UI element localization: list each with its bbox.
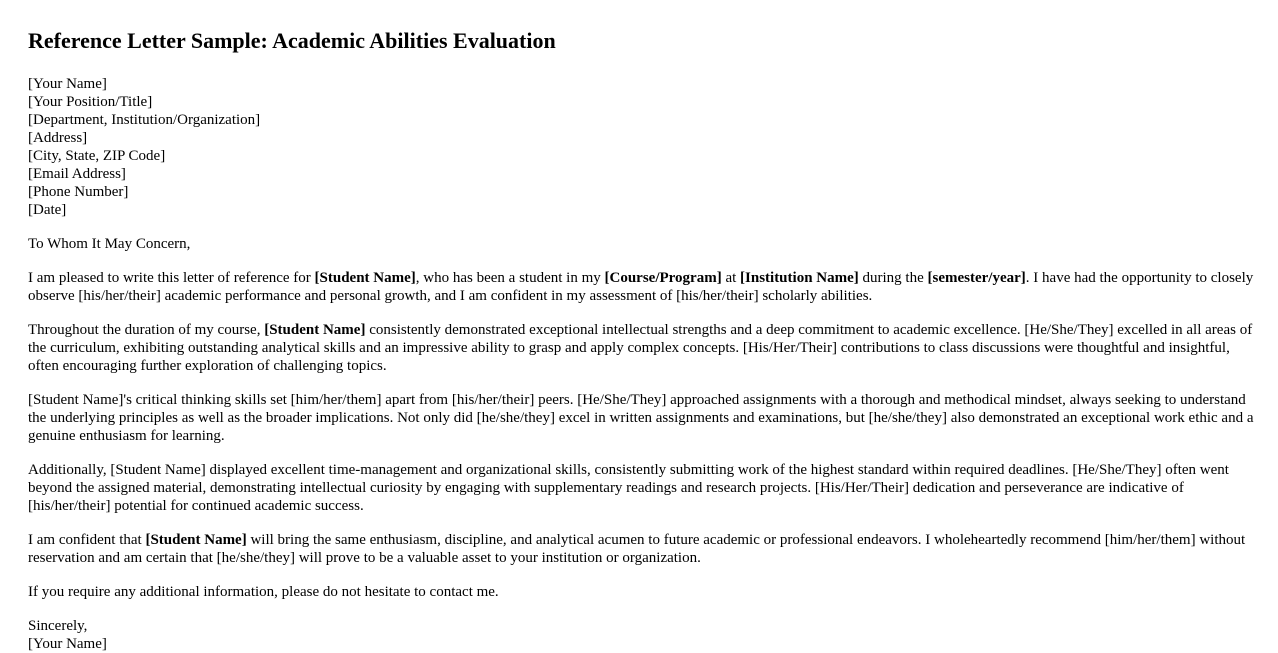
sender-city-state-zip: [City, State, ZIP Code] xyxy=(28,148,166,164)
placeholder-student-name: [Student Name] xyxy=(314,270,416,286)
sender-block xyxy=(28,75,1258,219)
text: at xyxy=(721,270,741,286)
placeholder-course: [Course/Program] xyxy=(604,270,722,286)
signature-name: [Your Name] xyxy=(28,636,107,652)
text: , who has been a student in my xyxy=(415,270,605,286)
text: . I have had the opportunity to closely observe [his/her/their] academic performance and personal growth, and I am confident in my assessment of [his/her/their] scholarly abilities. xyxy=(28,270,1254,304)
sender-department: [Department, Institution/Organization] xyxy=(28,112,261,128)
letter-date: [Date] xyxy=(28,202,67,218)
text: will bring the same enthusiasm, discipline, and analytical acumen to future academic or professional endeavors. I wholeheartedly recommend [him/her/them] without reservation and am certain that [he/she/they] will prove to be a valuable asset to your institution or organization. xyxy=(28,532,1246,566)
salutation: To Whom It May Concern, xyxy=(28,236,191,252)
text: Throughout the duration of my course, xyxy=(28,322,265,338)
sender-name: [Your Name] xyxy=(28,76,107,92)
sender-address: [Address] xyxy=(28,130,88,146)
placeholder-student-name: [Student Name] xyxy=(145,532,247,548)
closing: Sincerely, xyxy=(28,618,88,634)
sender-email: [Email Address] xyxy=(28,166,126,182)
text: during the xyxy=(858,270,928,286)
paragraph-organization: Additionally, [Student Name] displayed excellent time-management and organizational skills, consistently submitting work of the highest standard within required deadlines. [He/She/They] often went beyond the assigned material, demonstrating intellectual curiosity by engaging with supplementary readings and research projects. [His/Her/Their] dedication and perseverance are indicative of [his/her/their] potential for continued academic success. xyxy=(28,462,1229,514)
paragraph-contact: If you require any additional information, please do not hesitate to contact me. xyxy=(28,584,499,600)
text: I am confident that xyxy=(28,532,146,548)
paragraph-recommendation xyxy=(28,531,1258,567)
sender-position: [Your Position/Title] xyxy=(28,94,153,110)
sender-phone: [Phone Number] xyxy=(28,184,129,200)
placeholder-student-name: [Student Name] xyxy=(264,322,366,338)
text: consistently demonstrated exceptional intellectual strengths and a deep commitment to academic excellence. [He/She/They] excelled in all areas of the curriculum, exhibiting outstanding analytical skills and an impressive ability to grasp and apply complex concepts. [His/Her/Their] contributions to class discussions were thoughtful and insightful, often encouraging further exploration of challenging topics. xyxy=(28,322,1253,374)
page-title: Reference Letter Sample: Academic Abilities Evaluation xyxy=(28,28,556,53)
placeholder-institution: [Institution Name] xyxy=(740,270,859,286)
paragraph-critical-thinking: [Student Name]'s critical thinking skills set [him/her/them] apart from [his/her/their] peers. [He/She/They] approached assignments with a thorough and methodical mindset, always seeking to understand the underlying principles as well as the broader implications. Not only did [he/she/they] excel in written assignments and examinations, but [he/she/they] also demonstrated an exceptional work ethic and a genuine enthusiasm for learning. xyxy=(28,392,1254,444)
paragraph-introduction xyxy=(28,269,1258,305)
placeholder-semester: [semester/year] xyxy=(927,270,1026,286)
text: I am pleased to write this letter of reference for xyxy=(28,270,315,286)
paragraph-strengths xyxy=(28,321,1258,375)
